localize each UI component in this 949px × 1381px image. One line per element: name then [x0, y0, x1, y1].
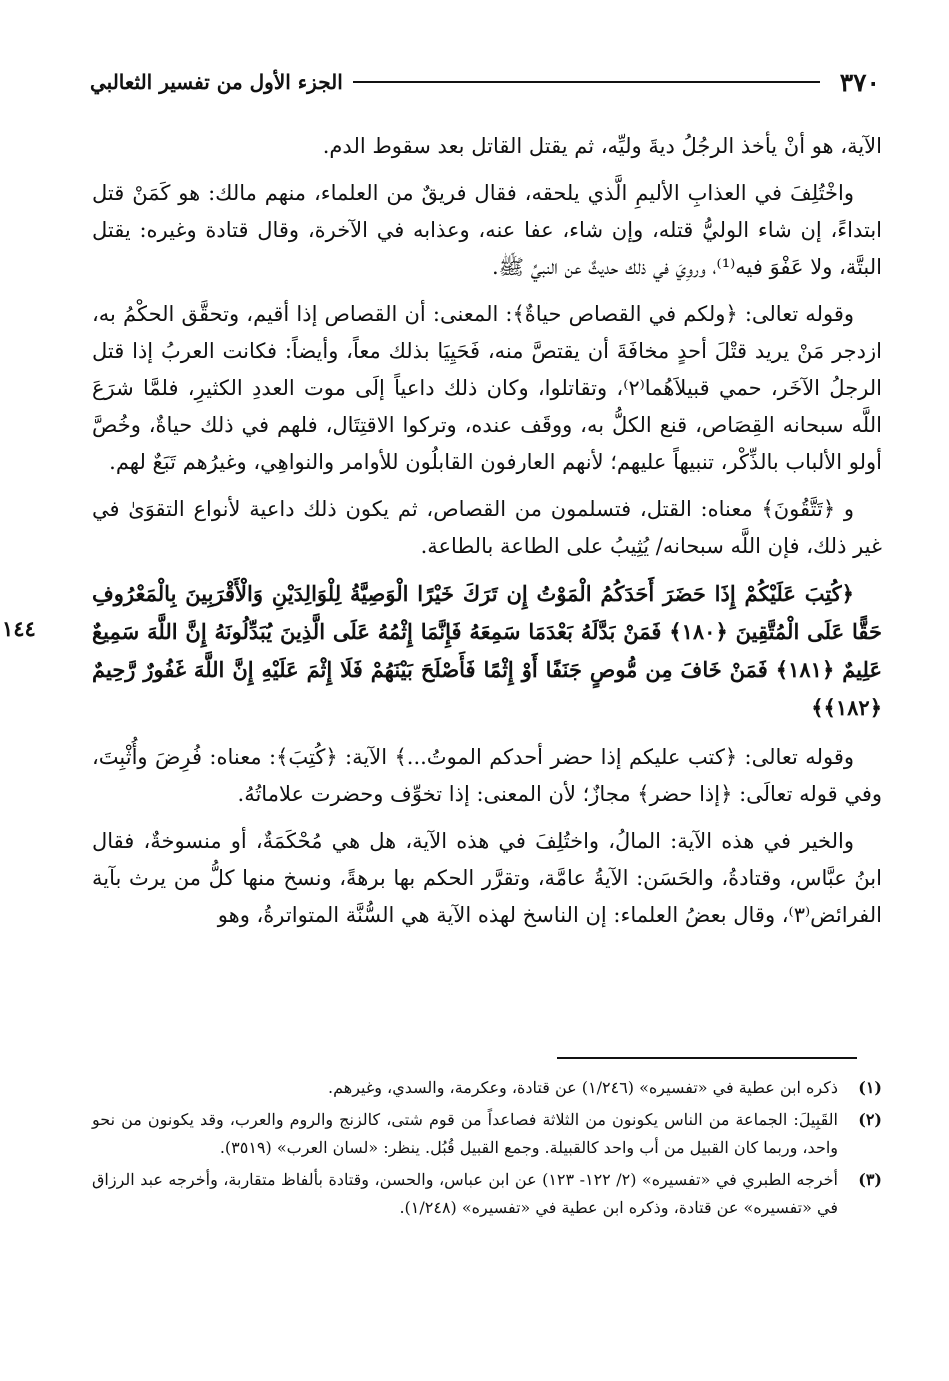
paragraph: واخْتُلِفَ في العذابِ الأليمِ الَّذي يلحقه، فقال فريقٌ من العلماء، منهم مالك: هو كَمَنْ قتل ابتداءً، إن شاء الوليُّ قتله، وإن شاء، عفا عنه، وعذابه في الآخرة، وقال قتادة وغيره: يقتل البتَّة، ولا عَفْوَ فيه⁽¹⁾، وروِيَ في ذلك حديثٌ عن النبيِّ ﷺ.	[92, 181, 882, 279]
quran-verse: ﴿كُتِبَ عَلَيْكُمْ إِذَا حَضَرَ أَحَدَكُمُ الْمَوْتُ إِن تَرَكَ خَيْرًا الْوَصِيَّةُ لِلْوَالِدَيْنِ وَالْأَقْرَبِينَ بِالْمَعْرُوفِ حَقًّا عَلَى الْمُتَّقِينَ ﴿١٨٠﴾ فَمَنْ بَدَّلَهُ بَعْدَمَا سَمِعَهُ فَإِنَّمَا إِثْمُهُ عَلَى الَّذِينَ يُبَدِّلُونَهُ إِنَّ اللَّهَ سَمِيعٌ عَلِيمٌ ﴿١٨١﴾ فَمَنْ خَافَ مِن مُّوصٍ جَنَفًا أَوْ إِثْمًا فَأَصْلَحَ بَيْنَهُمْ فَلَا إِثْمَ عَلَيْهِ إِنَّ اللَّهَ غَفُورٌ رَّحِيمٌ ﴿١٨٢﴾﴾	[92, 581, 882, 720]
main-text	[92, 128, 882, 944]
header-rule	[353, 81, 820, 83]
footnote	[92, 1074, 882, 1102]
paragraph: والخير في هذه الآية: المالُ، واختُلِفَ في هذه الآية، هل هي مُحْكَمَةٌ، أو منسوخةٌ، فقال ابنُ عبَّاس، وقتادةُ، والحَسَن: الآيةُ عامَّة، وتقرَّر الحكم بها برهةً، ونسخ منها كلُّ من يرث بآية الفرائض⁽٣⁾، وقال بعضُ العلماء: إن الناسخ لهذه الآية هي السُّنَّة المتواترةُ، وهو	[92, 829, 882, 927]
running-title: الجزء الأول من تفسير الثعالبي	[90, 70, 343, 94]
footnote-text: القَبِيلَ: الجماعة من الناس يكونون من الثلاثة فصاعداً من قوم شتى، كالزنج والروم والعرب، وقد يكونون من نحو واحد، وربما كان القبيل من أب واحد كالقبيلة. وجمع القبيل قُبُل. ينظر: «لسان العرب» (٣٥١٩).	[92, 1110, 838, 1157]
paragraph: و ﴿تَتَّقُونَ﴾ معناه: القتل، فتسلمون من القصاص، ثم يكون ذلك داعية لأنواع التقوَىٰ في غير ذلك، فإن اللَّه سبحانه/ يُثِيبُ على الطاعة بالطاعة.	[92, 497, 882, 558]
margin-page-reference: ١٤٤	[2, 616, 36, 641]
paragraph: وقوله تعالى: ﴿ولكم في القصاص حياةٌ﴾: المعنى: أن القصاص إذا أقيم، وتحقَّق الحكْمُ به، ازدجر مَنْ يريد قتْلَ أحدٍ مخافَةَ أن يقتصَّ منه، فَحَيِيَا بذلك معاً، وأيضاً: فكانت العربُ إذا قتل الرجلُ الآخَر، حمي قبيلاَهُما⁽٢⁾، وتقاتلوا، وكان ذلك داعياً إلَى موت العددِ الكثيرِ، فلمَّا شرَعَ اللَّه سبحانه القِصَاص، قنع الكلُّ به، ووقَف عنده، وتركوا الاقتِتَال، فلهم في ذلك حياةٌ، وخُصَّ أولو الألباب بالذِّكْر، تنبيهاً عليهم؛ لأنهم العارفون القابلُون للأوامر والنواهِي، وغيرُهم تَبَعٌ لهم.	[92, 302, 882, 474]
page-header	[90, 62, 880, 102]
footnote-text: أخرجه الطبري في «تفسيره» (٢/ ١٢٢- ١٢٣) عن ابن عباس، والحسن، وقتادة بألفاظ متقاربة، وأخرجه عبد الرزاق في «تفسيره» عن قتادة، وذكره ابن عطية في «تفسيره» (١/٢٤٨).	[92, 1170, 838, 1217]
footnote-text: ذكره ابن عطية في «تفسيره» (١/٢٤٦) عن قتادة، وعكرمة، والسدي، وغيرهم.	[328, 1078, 838, 1097]
page-number: ٣٧٠	[839, 67, 880, 97]
footnote-number: (٢)	[858, 1110, 882, 1129]
footnote	[92, 1166, 882, 1222]
footnote	[92, 1106, 882, 1162]
paragraph: الآية، هو أنْ يأخذ الرجُلُ ديةَ وليِّه، ثم يقتل القاتل بعد سقوط الدم.	[322, 134, 882, 158]
footnote-number: (١)	[858, 1078, 882, 1097]
paragraph: وقوله تعالى: ﴿كتب عليكم إذا حضر أحدكم الموتُ...﴾ الآية: ﴿كُتِبَ﴾: معناه: فُرِضَ وأُثْبِتَ، وفي قوله تعالَى: ﴿إذا حضر﴾ مجازٌ؛ لأن المعنى: إذا تخوِّف وحضرت علاماتُهُ.	[92, 745, 882, 806]
footnote-number: (٣)	[858, 1170, 882, 1189]
footnote-separator	[557, 1057, 857, 1059]
footnotes	[92, 1074, 882, 1226]
